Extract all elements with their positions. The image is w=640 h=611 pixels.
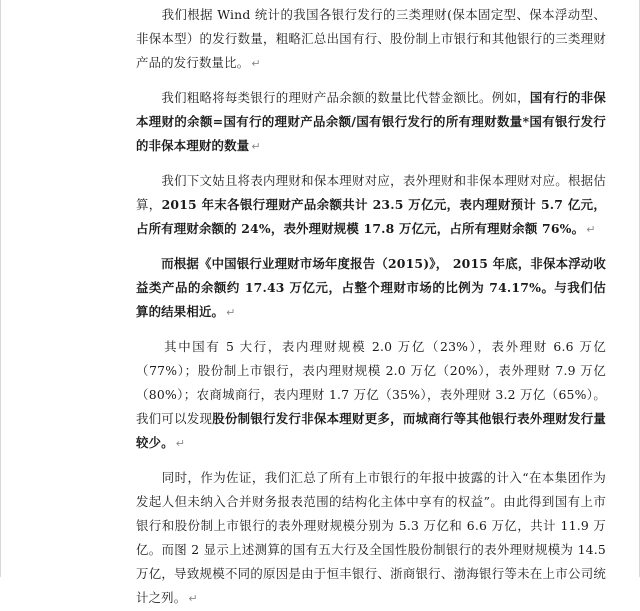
- return-arrow-icon: ↵: [188, 592, 198, 605]
- paragraph-2-run-2: 国有行的非保本理财的余额=国有行的理财产品余额/国有银行发行的所有理财数量*国有银行发行的非保本理财的数量: [136, 90, 606, 153]
- paragraph-4-run-1: 而根据《中国银行业理财市场年度报告（2015)》， 2015 年底，非保本浮动收益类产品的余额约 17.43 万亿元，占整个理财市场的比例为 74.17%。与我们估算的结果相近。: [136, 256, 606, 319]
- paragraph-6: [136, 466, 606, 611]
- return-arrow-icon: ↵: [586, 223, 596, 236]
- return-arrow-icon: ↵: [226, 306, 236, 319]
- paragraph-6-run-1: 同时，作为佐证，我们汇总了所有上市银行的年报中披露的计入“在本集团作为发起人但未纳入合并财务报表范围的结构化主体中享有的权益”。由此得到国有上市银行和股份制上市银行的表外理财规模分别为 5.3 万亿和 6.6 万亿，共计 11.9 万亿。而图 2 显示上述测算的国有五大行及全国性股份制银行的表外理财规模为 14.5 万亿，导致规模不同的原因是由于恒丰银行、浙商银行、渤海银行等未在上市公司统计之列。: [136, 470, 606, 605]
- return-arrow-icon: ↵: [251, 140, 261, 153]
- paragraph-5-run-1: 其中国有 5 大行，表内理财规模 2.0 万亿（23%），表外理财 6.6 万亿（77%）；股份制上市银行，表内理财规模 2.0 万亿（20%），表外理财 7.9 万亿（80%）；农商城商行，表内理财 1.7 万亿（35%），表外理财 3.2 万亿（65%）。我们可以发现: [136, 339, 606, 426]
- return-arrow-icon: ↵: [251, 57, 261, 70]
- paragraph-2-run-1: 我们粗略将每类银行的理财产品余额的数量比代替金额比。例如，: [136, 90, 530, 105]
- paragraph-1-run-1: 我们根据 Wind 统计的我国各银行发行的三类理财(保本固定型、保本浮动型、非保本型）的发行数量，粗略汇总出国有行、股份制上市银行和其他银行的三类理财产品的发行数量比。: [136, 7, 606, 70]
- paragraph-3-run-1: 我们下文姑且将表内理财和保本理财对应，表外理财和非保本理财对应。根据估算，: [136, 173, 606, 212]
- paragraph-1: [136, 3, 606, 76]
- paragraph-2: [136, 86, 606, 159]
- paragraph-4: [136, 252, 606, 325]
- paragraph-3: [136, 169, 606, 242]
- paragraph-5: [136, 335, 606, 456]
- paragraph-5-run-2: 股份制银行发行非保本理财更多，而城商行等其他银行表外理财发行量较少。: [136, 411, 606, 450]
- document-body: [136, 3, 606, 611]
- return-arrow-icon: ↵: [175, 437, 186, 450]
- paragraph-3-run-2: 2015 年末各银行理财产品余额共计 23.5 万亿元，表内理财预计 5.7 亿元，占所有理财余额的 24%，表外理财规模 17.8 万亿元，占所有理财余额 76%。: [136, 197, 606, 236]
